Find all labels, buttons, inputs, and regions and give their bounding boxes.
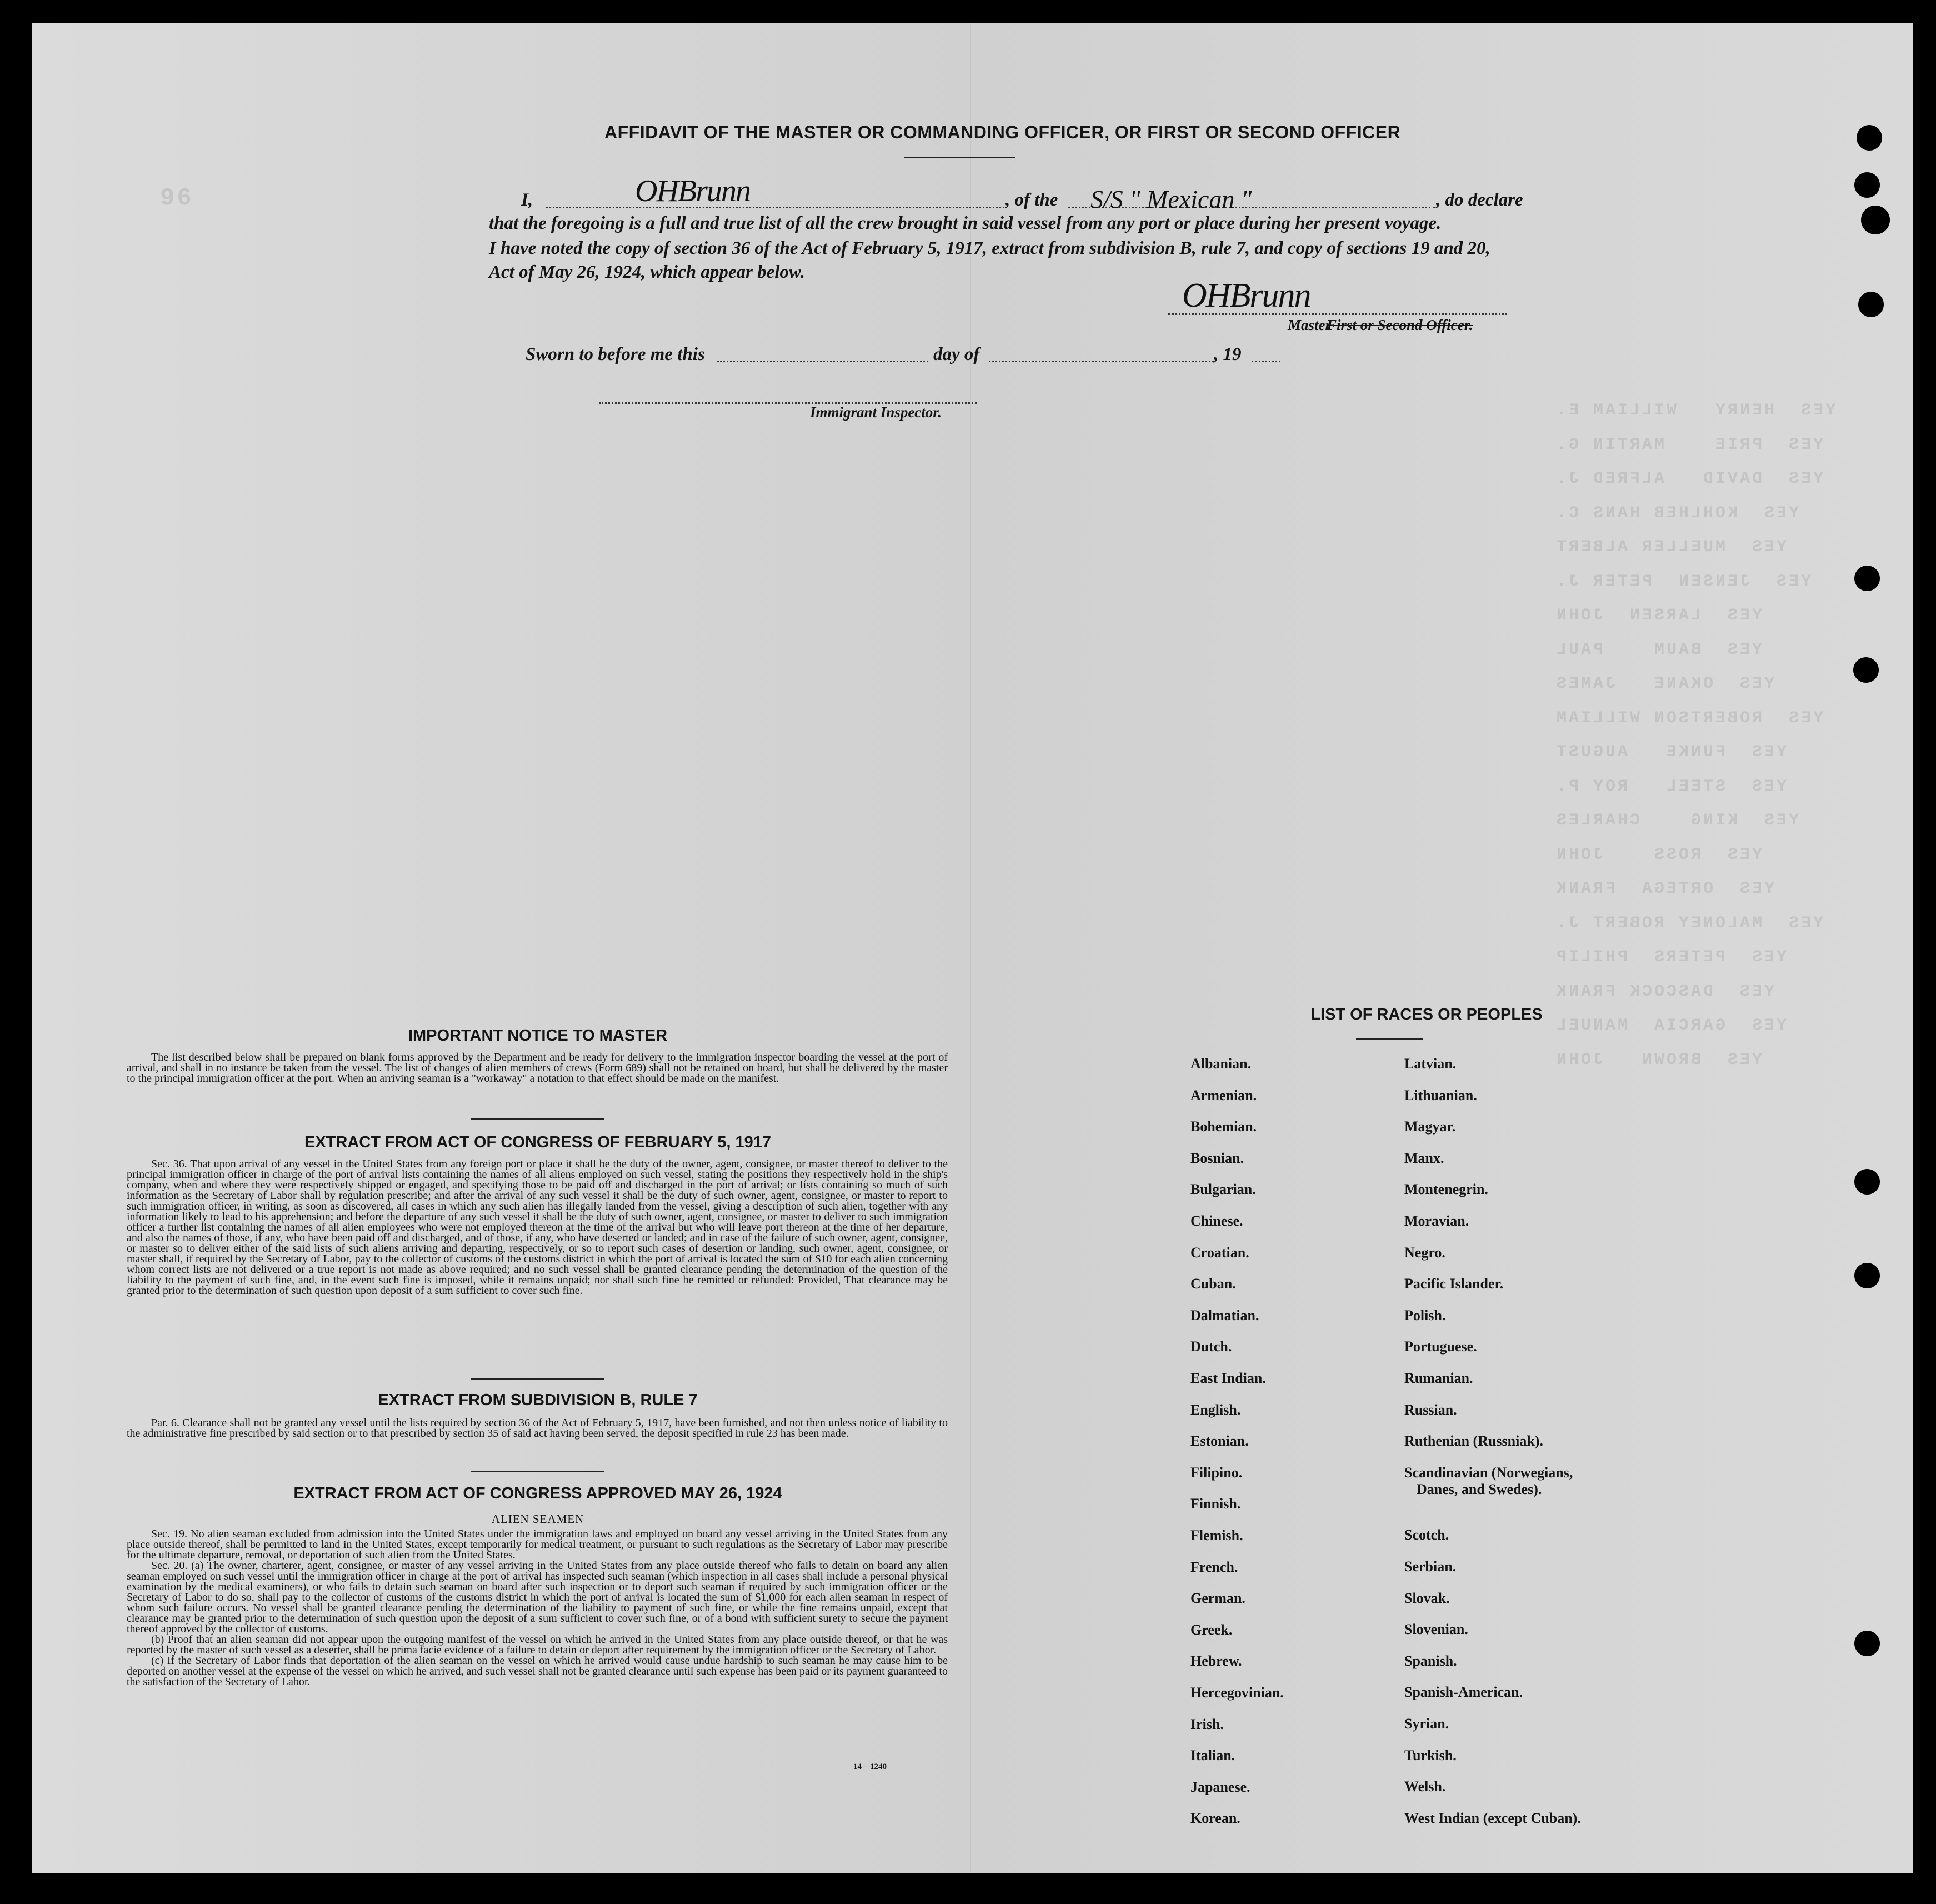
ghost-row: YES BROWN JOHN: [1554, 1050, 1763, 1070]
race-item: Lithuanian.: [1404, 1087, 1477, 1103]
affidavit-line-2: that the foregoing is a full and true list of all the crew brought in said vessel from any port or place during her present voyage.: [489, 213, 1442, 233]
sworn-text: Sworn to before me this: [526, 344, 705, 364]
race-item: Negro.: [1404, 1244, 1445, 1261]
signature-line: [1168, 313, 1507, 315]
alien-seamen-subtitle: ALIEN SEAMEN: [491, 1512, 584, 1526]
extract-1924-title: EXTRACT FROM ACT OF CONGRESS APPROVED MAY 26, 1924: [293, 1485, 782, 1502]
page-fold: [970, 23, 971, 1873]
caption-struck-officer: First or Second Officer.: [1327, 317, 1473, 333]
race-item: Greek.: [1190, 1621, 1233, 1638]
ghost-row: YES KING CHARLES: [1554, 811, 1799, 830]
race-item: Bohemian.: [1190, 1118, 1257, 1135]
rule7-rule: [471, 1471, 604, 1472]
race-item: Dutch.: [1190, 1338, 1232, 1355]
sworn-month-blank: [989, 361, 1214, 362]
punch-hole: [1854, 172, 1880, 198]
rule7-body: Par. 6. Clearance shall not be granted any vessel until the lists required by section 36 of the Act of February 5, 1917, have been furnished, and not then unless notice of liability to the administrative fine prescribed by said section or to that prescribed by section 35 of said act having been served, the deposit specified in rule 23 has been made.: [127, 1417, 948, 1440]
race-item: French.: [1190, 1558, 1238, 1575]
race-item: Armenian.: [1190, 1087, 1257, 1103]
ghost-row: YES BAUM PAUL: [1554, 640, 1763, 659]
punch-hole: [1853, 657, 1879, 683]
rule7-title: EXTRACT FROM SUBDIVISION B, RULE 7: [378, 1391, 698, 1409]
punch-hole: [1857, 125, 1882, 151]
ghost-row: YES MUELLER ALBERT: [1554, 538, 1787, 557]
race-item: Slovenian.: [1404, 1621, 1468, 1638]
race-item: Irish.: [1190, 1716, 1224, 1732]
punch-hole: [1854, 1263, 1880, 1288]
sworn-day-blank: [717, 361, 928, 362]
race-item: Bulgarian.: [1190, 1181, 1256, 1198]
race-item: Syrian.: [1404, 1716, 1449, 1732]
race-item: Finnish.: [1190, 1496, 1241, 1512]
race-item: Chinese.: [1190, 1213, 1243, 1229]
affidavit-declare: , do declare: [1436, 190, 1523, 210]
caption-master: Master: [1288, 317, 1332, 333]
race-item: Ruthenian (Russniak).: [1404, 1433, 1543, 1450]
ghost-row: YES MALONEY ROBERT J.: [1554, 913, 1824, 933]
inspector-caption: Immigrant Inspector.: [810, 404, 942, 421]
notice-rule: [471, 1118, 604, 1120]
ghost-row: YES FUNKE AUGUST: [1554, 743, 1787, 762]
punch-hole: [1854, 1631, 1880, 1656]
ghost-row: YES PETERS PHILIP: [1554, 948, 1787, 967]
race-item: Slovak.: [1404, 1590, 1450, 1606]
race-item: Pacific Islander.: [1404, 1276, 1504, 1292]
ghost-row: YES KOHLHEB HANS C.: [1554, 503, 1799, 523]
race-item: East Indian.: [1190, 1370, 1266, 1386]
ghost-row: YES ORTEGA FRANK: [1554, 879, 1775, 898]
race-item: Hebrew.: [1190, 1653, 1242, 1670]
sworn-year: , 19: [1214, 344, 1242, 364]
race-item: Estonian.: [1190, 1433, 1249, 1450]
race-item: Rumanian.: [1404, 1370, 1473, 1386]
vessel-handwritten: S/S " Mexican ": [1090, 185, 1252, 213]
race-item: Japanese.: [1190, 1778, 1250, 1795]
ghost-row: YES OKANE JAMES: [1554, 674, 1775, 693]
race-item: Spanish-American.: [1404, 1684, 1523, 1701]
sworn-year-blank: [1252, 361, 1280, 362]
races-title: LIST OF RACES OR PEOPLES: [1310, 1006, 1543, 1023]
title-rule: [904, 157, 1015, 158]
ghost-row: YES PRIE MARTIN G.: [1554, 435, 1824, 454]
race-item: English.: [1190, 1401, 1241, 1418]
master-signature: OHBrunn: [1182, 277, 1310, 314]
ghost-row: YES GARCIA MANUEL: [1554, 1016, 1787, 1035]
race-item: Filipino.: [1190, 1464, 1243, 1481]
ghost-page-number: 96: [160, 184, 194, 212]
document-page: [32, 23, 1913, 1873]
race-item: Scotch.: [1404, 1527, 1449, 1543]
race-item: Danes, and Swedes).: [1417, 1481, 1542, 1497]
affidavit-of-the: , of the: [1005, 190, 1058, 210]
race-item: Croatian.: [1190, 1244, 1249, 1261]
notice-body: The list described below shall be prepared on blank forms approved by the Department and be ready for delivery to the immigration inspector boarding the vessel at the port of arrival, and shall in no instance be taken from the vessel. The list of changes of alien members of crews (Form 689) shall not be retained on board, but shall be delivered by the master to the principal immigration officer at the port. When an arriving seaman is a "workaway" a notation to that effect should be made on the manifest.: [127, 1051, 948, 1085]
race-item: Welsh.: [1404, 1778, 1446, 1795]
race-item: Spanish.: [1404, 1652, 1457, 1669]
race-item: Montenegrin.: [1404, 1181, 1488, 1198]
race-item: Serbian.: [1404, 1558, 1457, 1575]
ghost-row: YES LARSEN JOHN: [1554, 606, 1763, 625]
ghost-row: YES DAVID ALFRED J.: [1554, 469, 1824, 488]
form-number: 14—1240: [853, 1762, 887, 1771]
race-item: Korean.: [1190, 1810, 1240, 1827]
punch-hole: [1854, 1169, 1880, 1195]
punch-hole: [1858, 292, 1884, 317]
race-item: Polish.: [1404, 1307, 1446, 1323]
race-item: Hercegovinian.: [1190, 1685, 1284, 1701]
extract-1924-body: Sec. 19. No alien seaman excluded from admission into the United States under the immigration laws and employed on board any vessel arriving in the United States from any place outside thereof, shall be permitted to land in the United States, except temporarily for medical treatment, or pursuant to such regulations as the Secretary of Labor may prescribe for the ultimate departure, removal, or deportation of such alien from the United States. Sec. 20. (a) The owner, charterer, agent, consignee, or master of any vessel arriving in the United States from any place outside thereof who fails to detain on board any alien seaman employed on such vessel until the immigration officer in charge at the port of arrival has inspected such seaman (which inspection in all cases shall include a personal physical examination by the medical examiners), or who fails to detain such seaman on board after such inspection or to deport such seaman if required by such immigration officer or the Secretary of Labor to do so, shall pay to the collector of customs of the customs district in which the port of arrival is located the sum of $1,000 for each alien seaman in respect of whom such failure occurs. No vessel shall be granted clearance pending the determination of the liability to payment of such fine, or while the fine remains unpaid, except that clearance may be granted prior to the determination of such question upon the deposit of a sum sufficient to cover such fine, or of a bond with sufficient surety to secure the payment thereof approved by the collector of customs. (b) Proof that an alien seaman did not appear upon the outgoing manifest of the vessel on which he arrived in the United States from any place outside thereof, or that he was reported by the master of such vessel as a deserter, shall be prima facie evidence of a failure to detain or deport after requirement by the immigration officer or the Secretary of Labor. (c) If the Secretary of Labor finds that deportation of the alien seaman on the vessel on which he arrived would cause undue hardship to such seaman he may cause him to be deported on another vessel at the expense of the vessel on which he arrived, and such vessel shall not be granted clearance until such expense has been paid or its payment guaranteed to the satisfaction of the Secretary of Labor.: [127, 1528, 948, 1688]
race-item: Portuguese.: [1404, 1338, 1477, 1355]
signer-blank: [546, 207, 1004, 208]
race-item: Flemish.: [1190, 1527, 1243, 1543]
races-rule: [1356, 1038, 1423, 1040]
extract-1917-body: Sec. 36. That upon arrival of any vessel in the United States from any foreign port or place it shall be the duty of the owner, agent, consignee, or master thereof to deliver to the principal immigration officer in charge of the port of arrival lists containing the names of all aliens employed on such vessel, stating the positions they respectively hold in the ship's company, when and where they were respectively shipped or engaged, and specifying those to be paid off and discharged in the port of arrival; or lists containing so much of such information as the Secretary of Labor shall by regulation prescribe; and after the arrival of any such vessel it shall be the duty of such owner, agent, consignee, or master to report to such immigration officer, in writing, as soon as discovered, all cases in which any such alien has illegally landed from the vessel, giving a description of such alien, together with any information likely to lead to his apprehension; and before the departure of any such vessel it shall be the duty of such owner, agent, consignee, or master to deliver to such immigration officer a further list containing the names of all alien employees who were not employed thereon at the time of the arrival but who will leave port thereon at the time of her departure, and also the names of those, if any, who have been paid off and discharged, and of those, if any, who have deserted or landed; and in case of the failure of such owner, agent, consignee, or master so to deliver either of the said lists of such aliens arriving and departing, respectively, or so to report such cases of desertion or landing, such owner, agent, consignee, or master shall, if required by the Secretary of Labor, pay to the collector of customs of the customs district in which the port of arrival is located the sum of $10 for each alien concerning whom correct lists are not delivered or a true report is not made as above required; and no such vessel shall be granted clearance pending the determination of the question of the liability to the payment of such fine, and, in the event such fine is imposed, while it remains unpaid; nor shall such fine be remitted or refunded: Provided, That clearance may be granted prior to the determination of such question upon deposit of a sum sufficient to cover such fine.: [127, 1158, 948, 1297]
ghost-row: YES JENSEN PETER J.: [1554, 572, 1812, 591]
notice-title: IMPORTANT NOTICE TO MASTER: [408, 1027, 668, 1045]
extract-1917-rule: [471, 1378, 604, 1380]
punch-hole: [1854, 566, 1880, 591]
race-item: Bosnian.: [1190, 1150, 1244, 1166]
punch-hole: [1861, 206, 1890, 234]
race-item: German.: [1190, 1590, 1245, 1607]
extract-1917-title: EXTRACT FROM ACT OF CONGRESS OF FEBRUARY 5, 1917: [304, 1133, 772, 1151]
sworn-day-of: day of: [933, 344, 980, 364]
race-item: Cuban.: [1190, 1276, 1236, 1292]
race-item: Moravian.: [1404, 1213, 1469, 1229]
race-item: Magyar.: [1404, 1118, 1456, 1135]
race-item: Russian.: [1404, 1401, 1457, 1418]
race-item: Turkish.: [1404, 1747, 1457, 1763]
race-item: Albanian.: [1190, 1056, 1252, 1072]
ghost-row: YES ROSS JOHN: [1554, 845, 1763, 864]
race-item: Italian.: [1190, 1747, 1235, 1764]
ghost-row: YES STEEL ROY P.: [1554, 777, 1787, 796]
race-item: Manx.: [1404, 1150, 1444, 1166]
race-item: West Indian (except Cuban).: [1404, 1810, 1581, 1826]
affidavit-line-4: Act of May 26, 1924, which appear below.: [489, 262, 805, 282]
race-item: Scandinavian (Norwegians,: [1404, 1464, 1573, 1481]
affidavit-title: AFFIDAVIT OF THE MASTER OR COMMANDING OFFICER, OR FIRST OR SECOND OFFICER: [604, 122, 1401, 142]
race-item: Dalmatian.: [1190, 1307, 1259, 1323]
affidavit-line-3: I have noted the copy of section 36 of the Act of February 5, 1917, extract from subdivision B, rule 7, and copy of sections 19 and 20,: [489, 238, 1490, 258]
ghost-row: YES DASCOCK FRANK: [1554, 982, 1775, 1001]
race-item: Latvian.: [1404, 1056, 1457, 1072]
signer-handwritten: OHBrunn: [635, 174, 750, 208]
ghost-row: YES HENRY WILLIAM E.: [1554, 401, 1836, 420]
affidavit-i: I,: [521, 190, 533, 210]
ghost-row: YES ROBERTSON WILLIAM: [1554, 708, 1824, 728]
